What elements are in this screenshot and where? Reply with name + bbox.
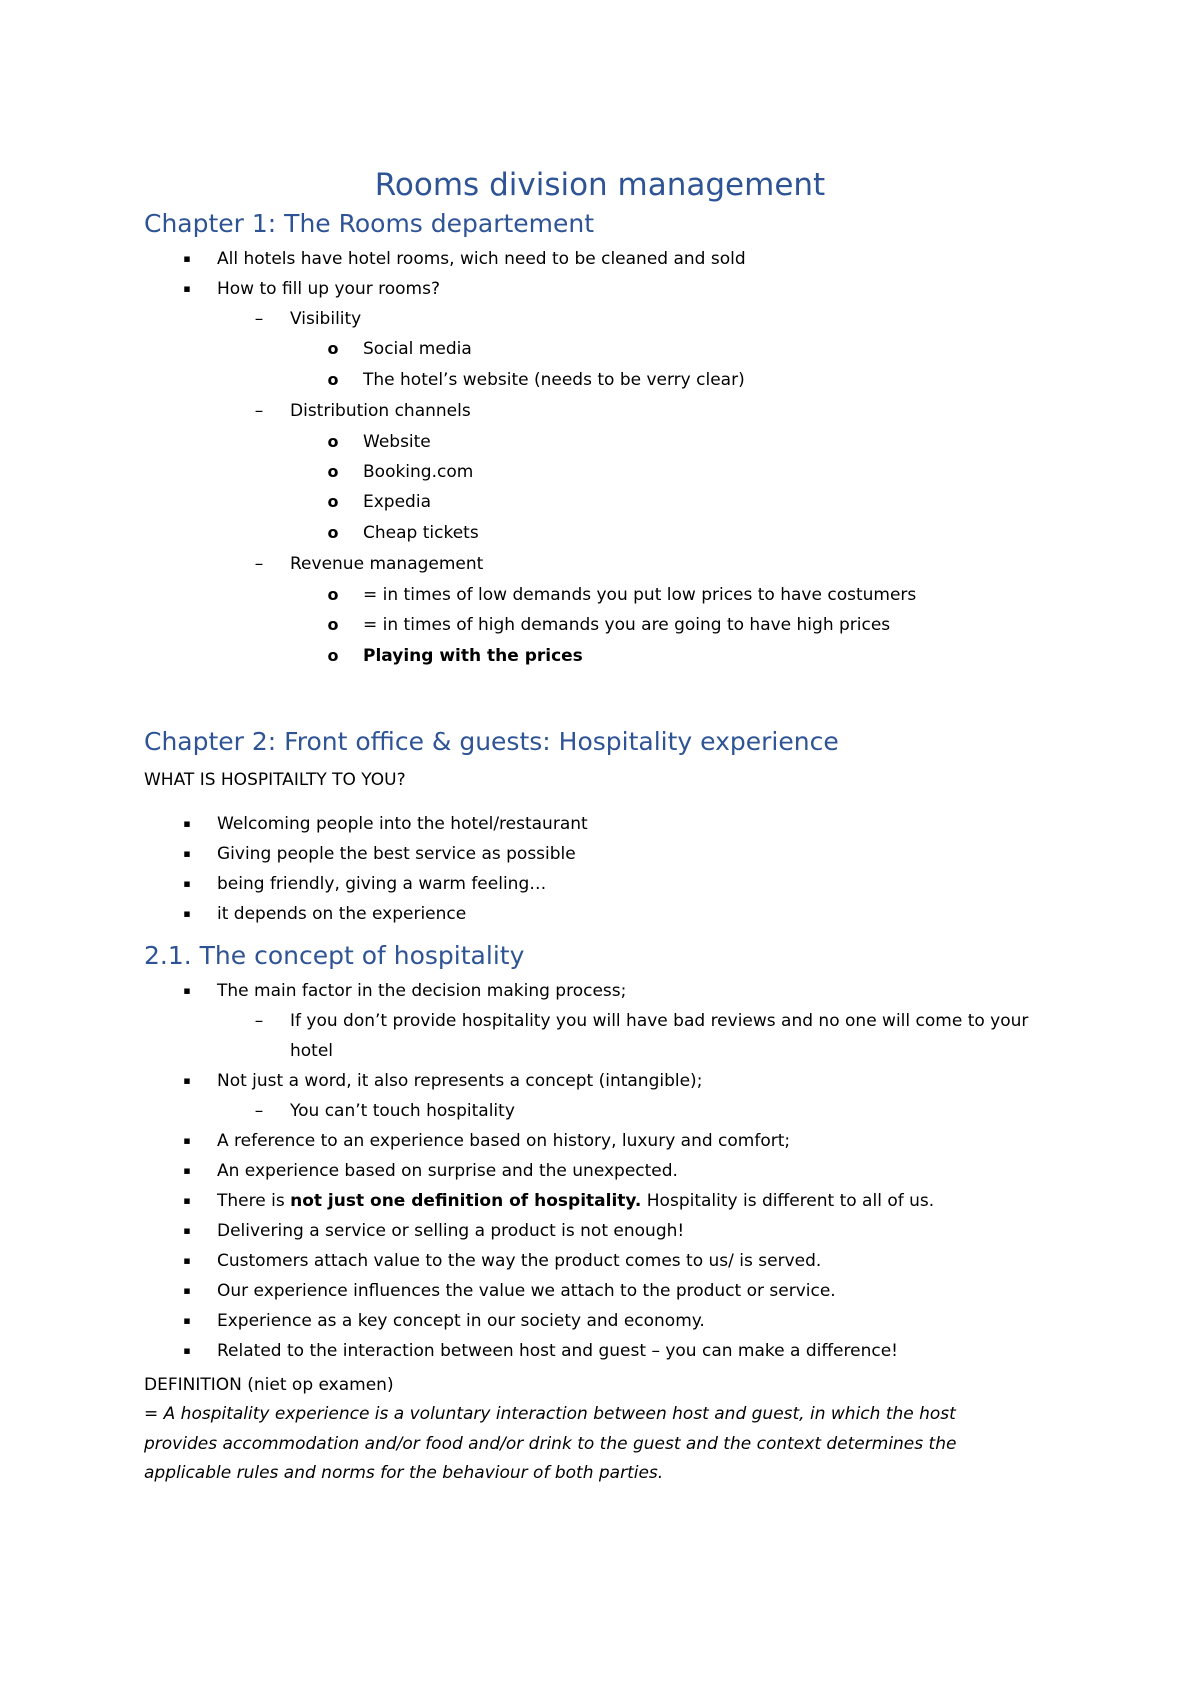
list-item-emphasis: not just one definition of hospitality.: [290, 1191, 642, 1211]
list-item: Website: [363, 432, 431, 452]
list-item: Experience as a key concept in our society and economy.: [217, 1311, 705, 1331]
bullet-marker: ▪: [183, 847, 191, 860]
dash-marker: –: [254, 401, 264, 421]
list-item: If you don’t provide hospitality you will have bad reviews and no one will come to your hotel: [290, 1011, 1029, 1061]
chapter-2-heading: Chapter 2: Front office & guests: Hospitality experience: [144, 727, 839, 756]
question-text: WHAT IS HOSPITAILTY TO YOU?: [144, 770, 406, 790]
document-title: Rooms division management: [374, 167, 826, 203]
list-item: Revenue management: [290, 554, 484, 574]
circle-marker: o: [327, 585, 339, 604]
list-item: The hotel’s website (needs to be verry clear): [363, 370, 745, 390]
circle-marker: o: [327, 492, 339, 511]
list-item-text: There is: [217, 1191, 291, 1211]
bullet-marker: ▪: [183, 1074, 191, 1087]
bullet-marker: ▪: [183, 817, 191, 830]
list-item: Distribution channels: [290, 401, 471, 421]
list-item: [217, 1186, 934, 1216]
list-item: Customers attach value to the way the product comes to us/ is served.: [217, 1251, 822, 1271]
chapter-1-heading: Chapter 1: The Rooms departement: [144, 209, 595, 238]
list-item: The main factor in the decision making process;: [217, 981, 627, 1001]
bullet-marker: ▪: [183, 877, 191, 890]
list-item: = in times of high demands you are going to have high prices: [363, 615, 891, 635]
list-item: How to fill up your rooms?: [217, 279, 440, 299]
list-item: Visibility: [290, 309, 362, 329]
list-item: Welcoming people into the hotel/restaurant: [217, 814, 588, 834]
bullet-marker: ▪: [183, 1224, 191, 1237]
list-item: Our experience influences the value we attach to the product or service.: [217, 1281, 836, 1301]
bullet-marker: ▪: [183, 1284, 191, 1297]
dash-marker: –: [254, 309, 264, 329]
bullet-marker: ▪: [183, 1314, 191, 1327]
bullet-marker: ▪: [183, 984, 191, 997]
list-item: Booking.com: [363, 462, 474, 482]
circle-marker: o: [327, 370, 339, 389]
list-item-text: Hospitality is different to all of us.: [641, 1191, 935, 1211]
bullet-marker: ▪: [183, 1134, 191, 1147]
list-item: Not just a word, it also represents a concept (intangible);: [217, 1071, 703, 1091]
bullet-marker: ▪: [183, 1254, 191, 1267]
dash-marker: –: [254, 1011, 264, 1031]
definition-text: = A hospitality experience is a voluntary interaction between host and guest, in which the host provides accommodation and/or food and/or drink to the guest and the context determines the applicable rules and norms for the behaviour of both parties.: [144, 1404, 957, 1483]
list-item: Playing with the prices: [363, 646, 583, 666]
circle-marker: o: [327, 646, 339, 665]
list-item: Related to the interaction between host and guest – you can make a difference!: [217, 1341, 898, 1361]
list-item: Delivering a service or selling a product is not enough!: [217, 1221, 685, 1241]
list-item: An experience based on surprise and the unexpected.: [217, 1161, 678, 1181]
list-item: being friendly, giving a warm feeling…: [217, 874, 547, 894]
list-item: Expedia: [363, 492, 431, 512]
list-item: A reference to an experience based on history, luxury and comfort;: [217, 1131, 791, 1151]
list-item: Giving people the best service as possible: [217, 844, 576, 864]
circle-marker: o: [327, 432, 339, 451]
list-item: = in times of low demands you put low prices to have costumers: [363, 585, 917, 605]
list-item: Social media: [363, 339, 472, 359]
list-item: it depends on the experience: [217, 904, 467, 924]
dash-marker: –: [254, 554, 264, 574]
circle-marker: o: [327, 523, 339, 542]
circle-marker: o: [327, 339, 339, 358]
dash-marker: –: [254, 1101, 264, 1121]
list-item: You can’t touch hospitality: [290, 1101, 515, 1121]
circle-marker: o: [327, 615, 339, 634]
bullet-marker: ▪: [183, 1194, 191, 1207]
bullet-marker: ▪: [183, 252, 191, 265]
bullet-marker: ▪: [183, 1344, 191, 1357]
section-2-1-heading: 2.1. The concept of hospitality: [144, 941, 525, 970]
bullet-marker: ▪: [183, 282, 191, 295]
bullet-marker: ▪: [183, 907, 191, 920]
definition-label: DEFINITION (niet op examen): [144, 1375, 394, 1395]
list-item: All hotels have hotel rooms, wich need to be cleaned and sold: [217, 249, 746, 269]
bullet-marker: ▪: [183, 1164, 191, 1177]
list-item: Cheap tickets: [363, 523, 479, 543]
circle-marker: o: [327, 462, 339, 481]
